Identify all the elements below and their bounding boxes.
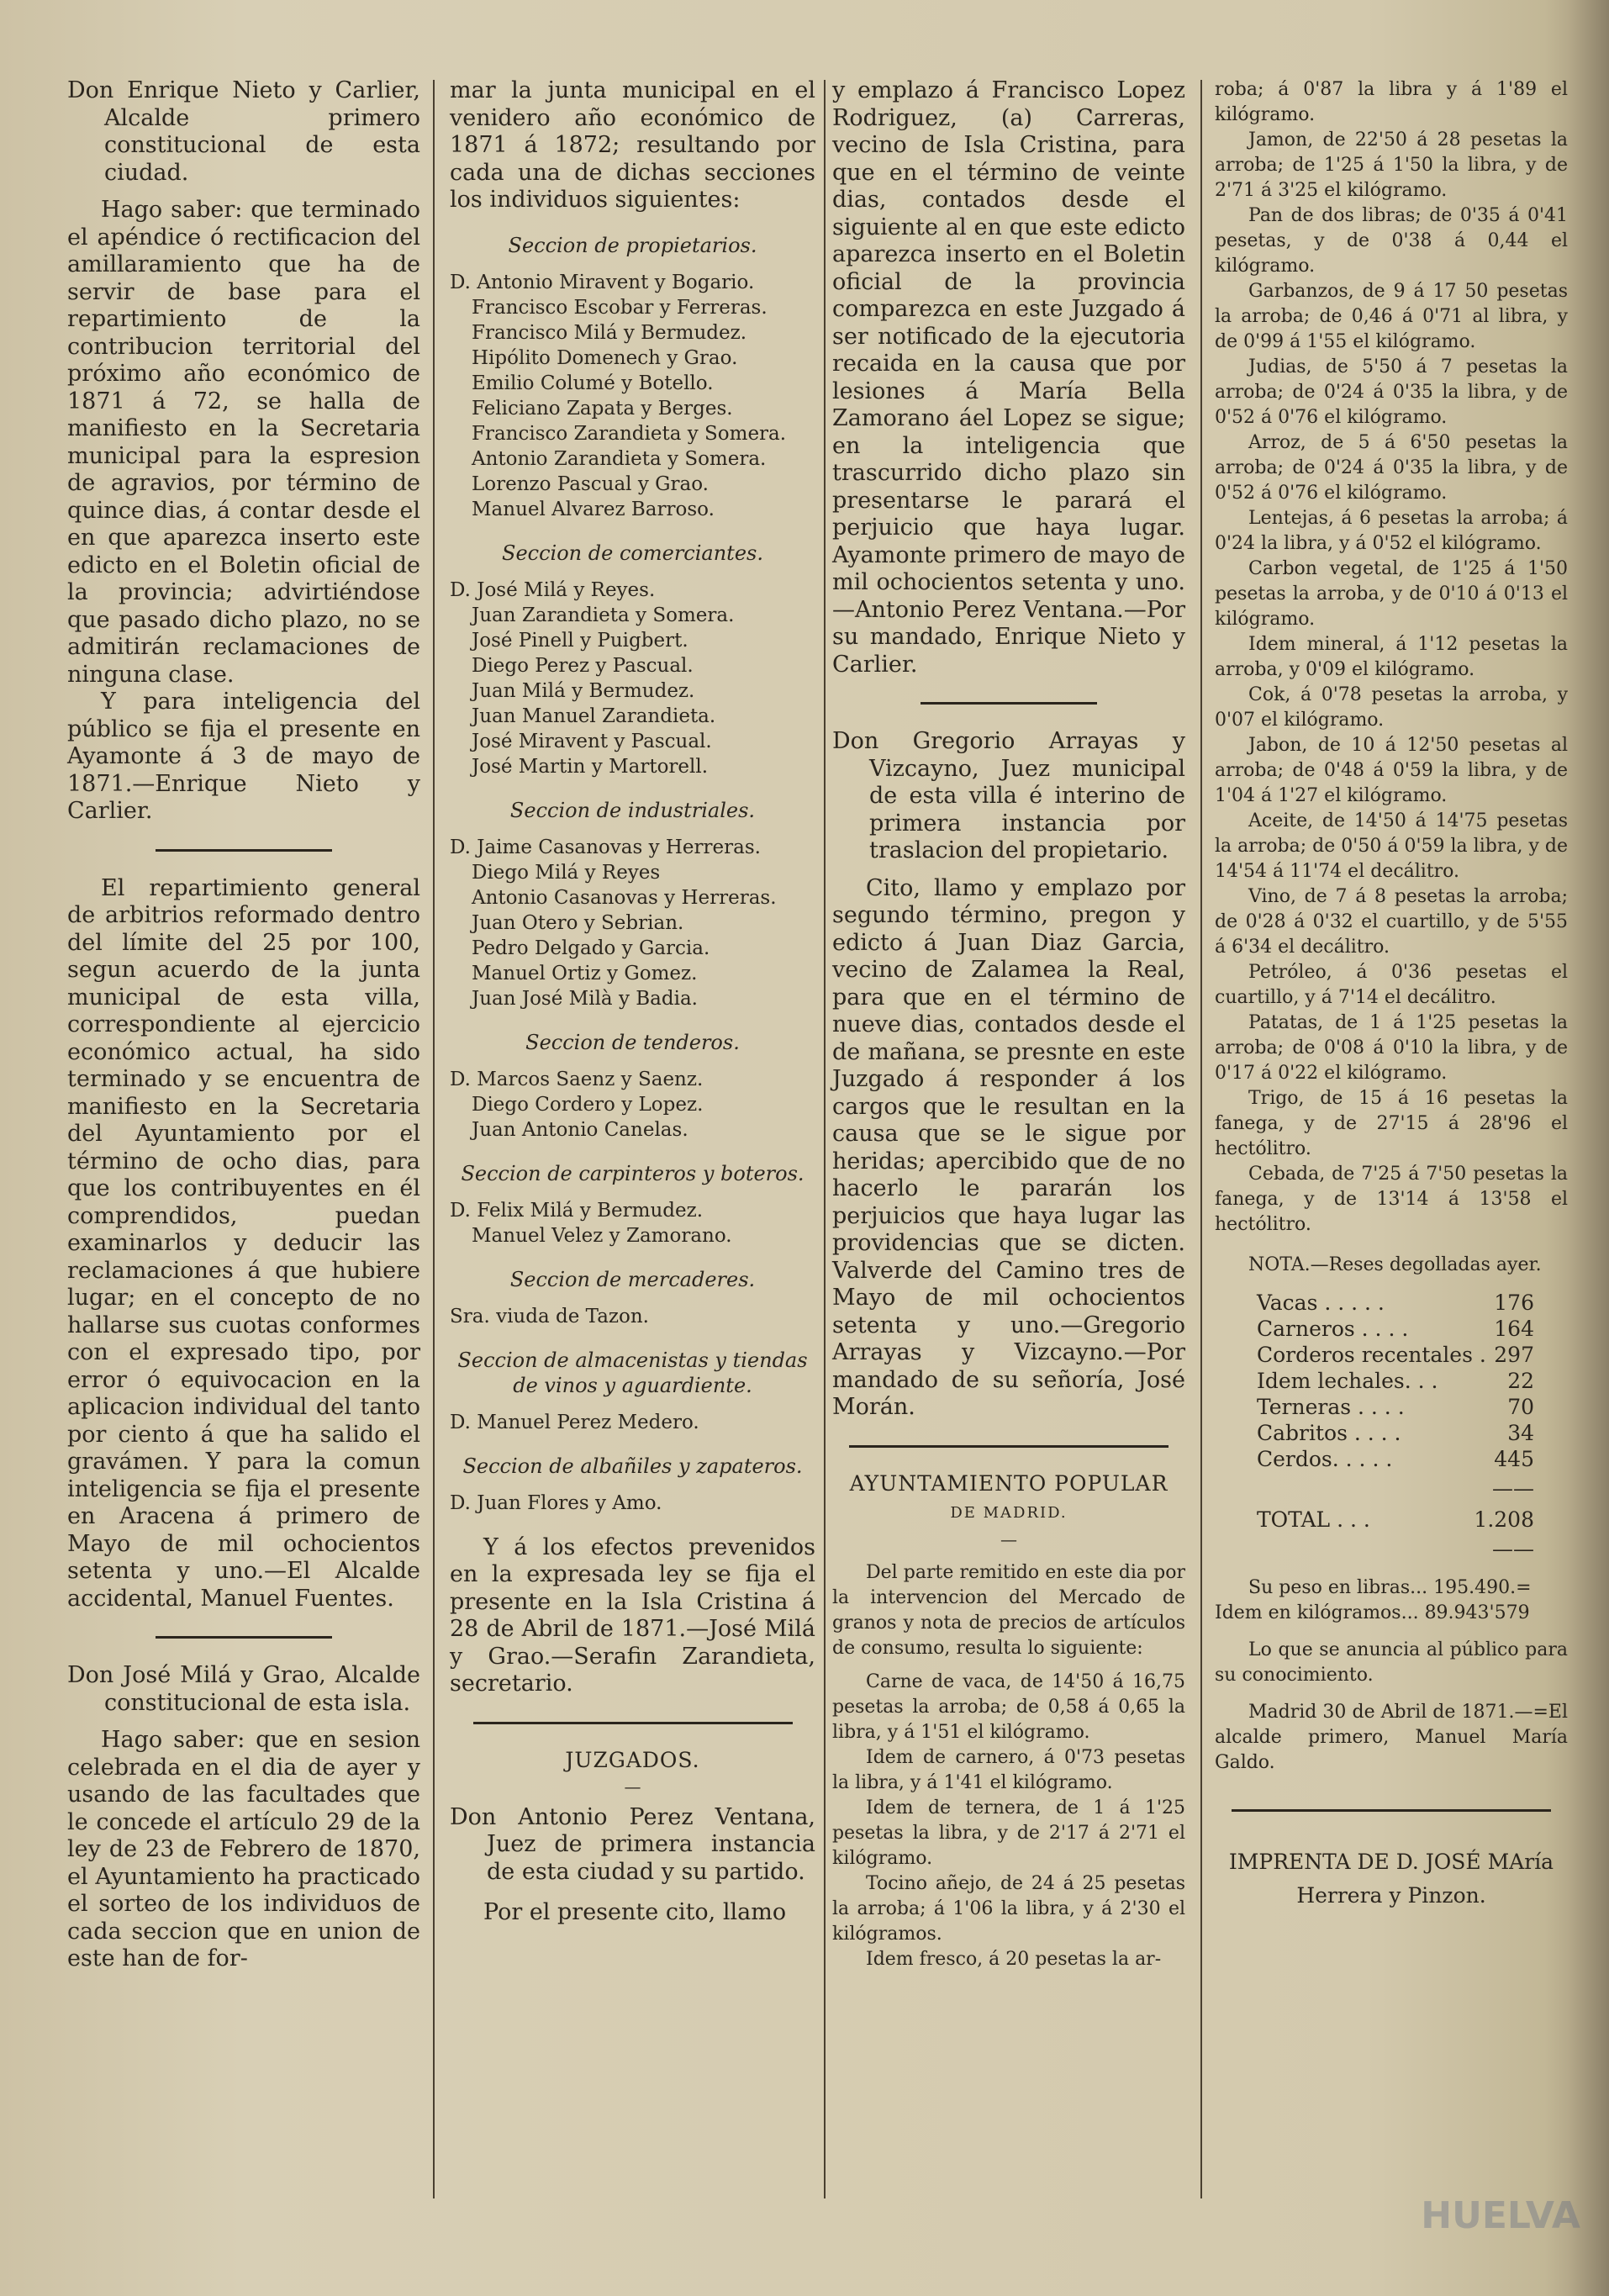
column-rule [433, 80, 435, 2198]
row-value: 164 [1494, 1317, 1534, 1341]
price-paragraph: Jabon, de 10 á 12'50 pesetas al arroba; de 0'48 á 0'59 la libra, y de 1'04 á 1'27 el kilógramo. [1215, 735, 1568, 806]
price-paragraph: Judias, de 5'50 á 7 pesetas la arroba; de 0'24 á 0'35 la libra, y de 0'52 á 0'76 el kilógramo. [1215, 356, 1568, 428]
member-name: Diego Milá y Reyes [472, 861, 661, 884]
edict-paragraph: Y á los efectos prevenidos en la expresada ley se fija el presente en la Isla Cristina á 28 de Abril de 1871.—José Milá y Grao.—Serafin Zarandieta, secretario. [450, 1533, 815, 1697]
member-name: Pedro Delgado y Garcia. [472, 937, 710, 959]
member-name: Emilio Columé y Botello. [472, 372, 714, 394]
name-list [450, 578, 815, 779]
dash: — [1000, 1528, 1017, 1549]
member-name: Juan Antonio Canelas. [472, 1118, 688, 1141]
price-paragraph: Petróleo, á 0'36 pesetas el cuartillo, y á 7'14 el decálitro. [1215, 962, 1568, 1008]
member-name: Diego Cordero y Lopez. [472, 1093, 704, 1116]
separator [156, 1636, 332, 1639]
table-row [1257, 1290, 1534, 1316]
total-row [1257, 1507, 1534, 1533]
weight-line: Su peso en libras... 195.490.= [1248, 1577, 1532, 1598]
member-name: D. Felix Milá y Bermudez. [450, 1199, 704, 1222]
member-name: Francisco Escobar y Ferreras. [472, 296, 768, 319]
total-rule [1257, 1475, 1534, 1502]
section-title: Seccion de carpinteros y boteros. [461, 1161, 804, 1185]
column-1 [67, 77, 420, 1973]
column-4 [1215, 77, 1568, 1913]
edict-paragraph: Hago saber: que en sesion celebrada en el dia de ayer y usando de las facultades que le concede el artículo 29 de la ley de 23 de Febrero de 1870, el Ayuntamiento ha practicado el sorteo de los individuos de cada seccion que en union de este han de for- [67, 1727, 420, 1971]
member-name: Diego Perez y Pascual. [472, 654, 694, 677]
member-name: Antonio Zarandieta y Somera. [472, 447, 767, 470]
dash: —— [1492, 1537, 1534, 1561]
price-paragraph: Idem mineral, á 1'12 pesetas la arroba, y 0'09 el kilógramo. [1215, 634, 1568, 680]
price-paragraph: Pan de dos libras; de 0'35 á 0'41 pesetas, y de 0'38 á 0,44 el kilógramo. [1215, 205, 1568, 277]
section-title: Seccion de mercaderes. [509, 1267, 756, 1291]
name-list [450, 1304, 815, 1329]
price-paragraph: Idem fresco, á 20 pesetas la ar- [866, 1948, 1162, 1970]
row-label: Corderos recentales . [1257, 1343, 1486, 1367]
row-label: Carneros . . . . [1257, 1317, 1409, 1341]
column-rule [1200, 80, 1202, 2198]
separator [1232, 1809, 1551, 1812]
edict-paragraph: y emplazo á Francisco Lopez Rodriguez, (a) Carreras, vecino de Isla Cristina, para que en el término de veinte dias, contados desde el siguiente al en que este edicto aparezca inserto en el Boletin oficial de la provincia comparezca en este Juzgado á ser notificado de la ejecutoria recaida en la causa que por lesiones á María Bella Zamorano áel Lopez se sigue; en la inteligencia que trascurrido dicho plazo sin presentarse le parará el perjuicio que haya lugar. Ayamonte primero de mayo de mil ochocientos setenta y uno.—Antonio Perez Ventana.—Por su mandado, Enrique Nieto y Carlier. [832, 77, 1185, 678]
price-paragraph: Cok, á 0'78 pesetas la arroba, y 0'07 el kilógramo. [1215, 684, 1568, 731]
price-paragraph: Patatas, de 1 á 1'25 pesetas la arroba; de 0'08 á 0'10 la libra, y de 0'17 á 0'22 el kilógramo. [1215, 1012, 1568, 1084]
separator [473, 1722, 793, 1724]
page-edge [1569, 0, 1609, 2296]
name-list [450, 1198, 815, 1248]
name-list [450, 1491, 815, 1516]
row-label: Idem lechales. . . [1257, 1369, 1438, 1393]
total-value: 1.208 [1474, 1507, 1534, 1532]
table-row [1257, 1342, 1534, 1368]
member-name: Francisco Zarandieta y Somera. [472, 422, 787, 445]
price-paragraph: Idem de ternera, de 1 á 1'25 pesetas la libra, y de 2'17 á 2'71 el kilógramo. [832, 1797, 1185, 1869]
separator [156, 849, 332, 852]
member-name: D. Manuel Perez Medero. [450, 1411, 699, 1433]
member-name: Manuel Alvarez Barroso. [472, 498, 715, 520]
price-paragraph: Tocino añejo, de 24 á 25 pesetas la arroba; á 1'06 la libra, y á 2'30 el kilógramos. [832, 1872, 1185, 1945]
row-value: 34 [1507, 1421, 1534, 1445]
edict-paragraph: El repartimiento general de arbitrios reformado dentro del límite del 25 por 100, segun acuerdo de la junta municipal de esta villa, correspondiente al ejercicio económico actual, ha sido terminado y se encuentra de manifiesto en la Secretaria del Ayuntamiento por el término de ocho dias, para que los contribuyentes en él comprendidos, puedan examinarlos y deducir las reclamaciones á que hubiere lugar; en el concepto de no hallarse sus cuotas conformes con el expresado tipo, por error ó equivocacion en la aplicacion individual del tanto por ciento á que ha salido el gravámen. Y para la comun inteligencia se fija el presente en Aracena á primero de Mayo de mil ochocientos setenta y uno.—El Alcalde accidental, Manuel Fuentes. [67, 874, 420, 1612]
price-paragraph: Carbon vegetal, de 1'25 á 1'50 pesetas la arroba, y de 0'10 á 0'13 el kilógramo. [1215, 558, 1568, 630]
row-value: 22 [1507, 1369, 1534, 1393]
section-title: Seccion de tenderos. [525, 1030, 740, 1054]
separator [849, 1445, 1169, 1448]
section-subheading: DE MADRID. [950, 1503, 1068, 1522]
member-name: D. Juan Flores y Amo. [450, 1491, 662, 1514]
cattle-table [1257, 1290, 1534, 1472]
edict-paragraph: Cito, llamo y emplazo por segundo término, pregon y edicto á Juan Diaz Garcia, vecino de Zalamea la Real, para que en el término de nueve dias, contados desde el de mañana, se presnte en este Juzgado á responder á los cargos que le resultan en la causa que se le sigue por heridas; apercibido que de no hacerlo le pararán los perjuicios que haya lugar las providencias que se dicten. Valverde del Camino tres de Mayo de mil ochocientos setenta y uno.—Gregorio Arrayas y Vizcayno.—Por mandado de su señoría, José Morán. [832, 874, 1185, 1420]
section-list [450, 233, 815, 1516]
member-name: Juan Milá y Bermudez. [472, 679, 695, 702]
separator [921, 702, 1097, 705]
section-title: Seccion de comerciantes. [502, 541, 763, 565]
table-row [1257, 1394, 1534, 1420]
archive-seal: HUELVA [1421, 2194, 1580, 2237]
price-paragraph: Aceite, de 14'50 á 14'75 pesetas la arroba; de 0'50 á 0'59 la libra, y de 14'54 á 11'74 el decálitro. [1215, 810, 1568, 882]
price-paragraph: Arroz, de 5 á 6'50 pesetas la arroba; de 0'24 á 0'35 la libra, y de 0'52 á 0'76 el kilógramo. [1215, 432, 1568, 504]
name-list [450, 1410, 815, 1435]
member-name: Lorenzo Pascual y Grao. [472, 472, 709, 495]
price-paragraph: Garbanzos, de 9 á 17 50 pesetas la arroba; de 0,46 á 0'71 al libra, y de 0'99 á 1'55 el kilógramo. [1215, 281, 1568, 352]
notice-paragraph: Lo que se anuncia al público para su conocimiento. [1215, 1639, 1568, 1686]
edict-heading: Don Enrique Nieto y Carlier, Alcalde primero constitucional de esta ciudad. [67, 77, 420, 186]
section-title: Seccion de propietarios. [508, 233, 757, 257]
member-name: Manuel Ortiz y Gomez. [472, 962, 698, 984]
price-paragraph: Del parte remitido en este dia por la intervencion del Mercado de granos y nota de precios de artículos de consumo, resulta lo siguiente: [832, 1561, 1185, 1659]
table-row [1257, 1446, 1534, 1472]
row-value: 297 [1494, 1343, 1534, 1367]
member-name: José Martin y Martorell. [472, 755, 709, 778]
dash: —— [1492, 1476, 1534, 1501]
section-heading: AYUNTAMIENTO POPULAR [849, 1470, 1169, 1496]
total-label: TOTAL . . . [1257, 1507, 1370, 1532]
section-title: Seccion de industriales. [509, 798, 756, 822]
name-list [450, 835, 815, 1011]
member-name: D. Marcos Saenz y Saenz. [450, 1068, 704, 1090]
weight-line: Idem en kilógramos... 89.943'579 [1215, 1602, 1530, 1623]
price-paragraph: Jamon, de 22'50 á 28 pesetas la arroba; de 1'25 á 1'50 la libra, y de 2'71 á 3'25 el kilógramo. [1215, 129, 1568, 201]
row-label: Cerdos. . . . . [1257, 1447, 1393, 1471]
row-value: 176 [1494, 1291, 1534, 1315]
edict-paragraph: Por el presente cito, llamo [483, 1899, 787, 1925]
row-value: 70 [1507, 1395, 1534, 1419]
row-label: Cabritos . . . . [1257, 1421, 1401, 1445]
member-name: Sra. viuda de Tazon. [450, 1305, 649, 1327]
member-name: Juan Zarandieta y Somera. [472, 604, 735, 626]
price-paragraph: Idem de carnero, á 0'73 pesetas la libra, y á 1'41 el kilógramo. [832, 1746, 1185, 1793]
member-name: Juan Manuel Zarandieta. [472, 705, 716, 727]
total-rule [1257, 1536, 1534, 1562]
edict-heading: Don Antonio Perez Ventana, Juez de primera instancia de esta ciudad y su partido. [450, 1803, 815, 1885]
member-name: D. Antonio Miravent y Bogario. [450, 271, 755, 293]
edict-heading: Don Gregorio Arrayas y Vizcayno, Juez municipal de esta villa é interino de primera instancia por traslacion del propietario. [832, 728, 1185, 863]
edict-paragraph: Hago saber: que terminado el apéndice ó rectificacion del amillaramiento que ha de servir de base para el repartimiento de la contribucion territorial del próximo año económico de 1871 á 72, se halla de manifiesto en la Secretaria municipal para la espresion de agravios, por término de quince dias, á contar desde el en que aparezca inserto este edicto en el Boletin oficial de la provincia; advirtiéndose que pasado dicho plazo, no se admitirán reclamaciones de ninguna clase. [67, 197, 420, 688]
price-paragraph: Carne de vaca, de 14'50 á 16,75 pesetas la arroba; de 0,58 á 0,65 la libra, y á 1'51 el kilógramo. [832, 1671, 1185, 1743]
name-list [450, 1067, 815, 1143]
table-row [1257, 1420, 1534, 1446]
row-label: Terneras . . . . [1257, 1395, 1405, 1419]
member-name: Juan José Milà y Badia. [472, 987, 698, 1010]
dash: — [624, 1776, 641, 1797]
row-label: Vacas . . . . . [1257, 1291, 1385, 1315]
member-name: D. Jaime Casanovas y Herreras. [450, 836, 761, 858]
member-name: Francisco Milá y Bermudez. [472, 321, 747, 344]
signature-paragraph: Madrid 30 de Abril de 1871.—=El alcalde primero, Manuel María Galdo. [1215, 1702, 1568, 1773]
member-name: José Pinell y Puigbert. [472, 629, 688, 652]
printer-imprint: IMPRENTA DE D. JOSÉ MAría Herrera y Pinzon. [1228, 1850, 1554, 1908]
column-3 [832, 77, 1185, 1972]
price-paragraph: Trigo, de 15 á 16 pesetas la fanega, y de 27'15 á 28'96 el hectólitro. [1215, 1088, 1568, 1159]
note-heading: NOTA.—Reses degolladas ayer. [1248, 1254, 1542, 1275]
price-paragraph: Vino, de 7 á 8 pesetas la arroba; de 0'28 á 0'32 el cuartillo, y de 5'55 á 6'34 el decálitro. [1215, 886, 1568, 958]
row-value: 445 [1494, 1447, 1534, 1471]
section-title: Seccion de albañiles y zapateros. [462, 1454, 803, 1478]
column-2 [450, 77, 815, 1927]
table-row [1257, 1316, 1534, 1342]
edict-paragraph: mar la junta municipal en el venidero año económico de 1871 á 1872; resultando por cada una de dichas secciones los individuos siguientes: [450, 77, 815, 213]
price-paragraph: Lentejas, á 6 pesetas la arroba; á 0'24 la libra, y á 0'52 el kilógramo. [1215, 508, 1568, 554]
member-name: Manuel Velez y Zamorano. [472, 1224, 732, 1247]
member-name: Hipólito Domenech y Grao. [472, 346, 738, 369]
price-paragraph: roba; á 0'87 la libra y á 1'89 el kilógramo. [1215, 79, 1568, 125]
section-heading: JUZGADOS. [565, 1747, 700, 1772]
member-name: Juan Otero y Sebrian. [472, 911, 684, 934]
price-paragraph: Cebada, de 7'25 á 7'50 pesetas la fanega, y de 13'14 á 13'58 el hectólitro. [1215, 1164, 1568, 1235]
section-title: Seccion de almacenistas y tiendas de vinos y aguardiente. [457, 1348, 808, 1397]
member-name: Feliciano Zapata y Berges. [472, 397, 733, 420]
member-name: D. José Milá y Reyes. [450, 578, 656, 601]
member-name: Antonio Casanovas y Herreras. [472, 886, 777, 909]
edict-heading: Don José Milá y Grao, Alcalde constitucional de esta isla. [67, 1662, 420, 1716]
table-row [1257, 1368, 1534, 1394]
column-rule [824, 80, 826, 2198]
name-list [450, 270, 815, 522]
edict-paragraph: Y para inteligencia del público se fija el presente en Ayamonte á 3 de mayo de 1871.—Enrique Nieto y Carlier. [67, 689, 420, 824]
member-name: José Miravent y Pascual. [472, 730, 712, 752]
